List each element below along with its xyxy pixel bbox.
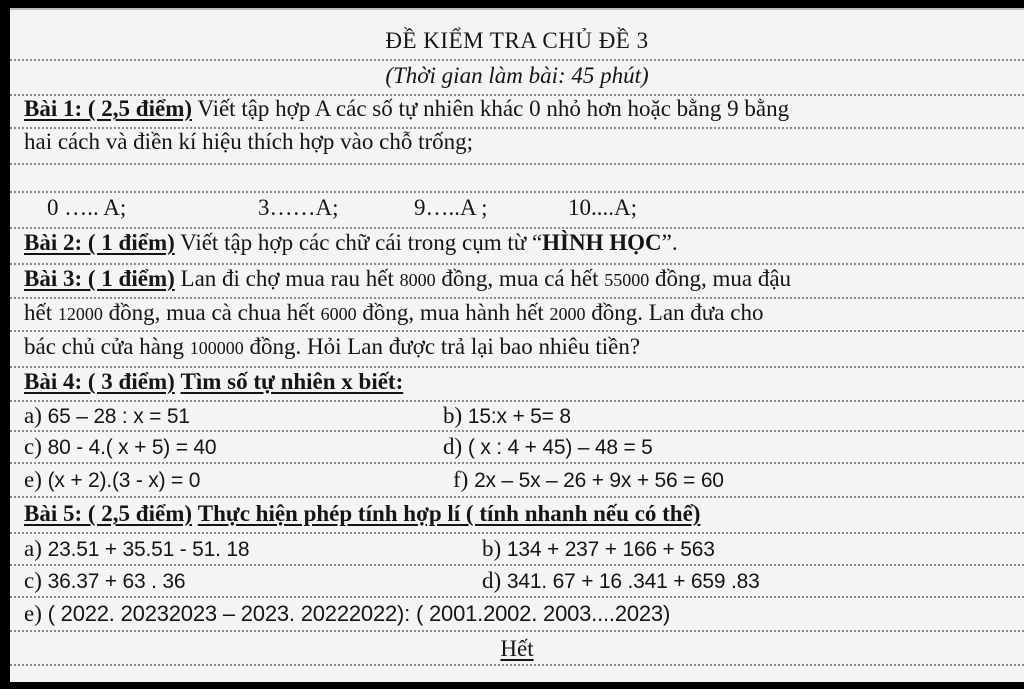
bai3-n2: 55000: [604, 270, 650, 290]
exam-time: (Thời gian làm bài: 45 phút): [385, 63, 649, 88]
bai2-word: HÌNH HỌC: [542, 230, 662, 255]
bai1-text2: hai cách và điền kí hiệu thích hợp vào chỗ trống;: [24, 129, 474, 154]
bai3-l1b: đồng, mua cá hết: [435, 266, 605, 291]
blank-line: [10, 165, 1024, 193]
bai1-label: Bài 1: ( 2,5 điểm): [24, 96, 193, 121]
blank-3: 3……A;: [258, 195, 339, 220]
bai2-end: ”.: [661, 230, 678, 255]
bai3-l3b: đồng. Hỏi Lan được trả lại bao nhiêu tiền?: [243, 334, 641, 359]
bai4-e-prefix: e): [24, 467, 48, 492]
bai4-row3: [10, 464, 1024, 498]
end-mark: Hết: [500, 636, 534, 661]
bai4-a-prefix: a): [24, 403, 48, 428]
blank-9: 9…..A ;: [414, 195, 488, 220]
bai5-c-expr: 36.37 + 63 . 36: [47, 570, 186, 593]
bai3-line2: [10, 299, 1024, 332]
bai2-line: [10, 229, 1024, 265]
bai3-line1: [10, 265, 1024, 299]
top-border: [10, 8, 1024, 10]
bai5-e-prefix: e): [24, 601, 48, 626]
bai4-label: Bài 4: ( 3 điểm): [24, 369, 175, 394]
bai4-a-expr: 65 – 28 : x = 51: [47, 405, 190, 428]
bai5-heading: [10, 498, 1024, 534]
bai4-row1: [10, 402, 1024, 432]
bai4-b-expr: 15:x + 5= 8: [467, 405, 571, 428]
bai3-l2b: đồng, mua cà chua hết: [102, 300, 321, 325]
bai3-line3: [10, 332, 1024, 368]
bai3-n6: 100000: [189, 338, 244, 358]
title-line: [10, 28, 1024, 61]
bai4-b-prefix: b): [443, 403, 468, 428]
bai3-n1: 8000: [399, 270, 436, 290]
bai3-label: Bài 3: ( 1 điểm): [24, 266, 175, 291]
bai5-row3: [10, 598, 1024, 632]
bai2-text: Viết tập hợp các chữ cái trong cụm từ “: [174, 230, 543, 255]
bai4-f-expr: 2x – 5x – 26 + 9x + 56 = 60: [474, 469, 724, 492]
bai3-l1a: Lan đi chợ mua rau hết: [174, 266, 400, 291]
bai1-line2: [10, 129, 1024, 165]
bai1-line1: [10, 96, 1024, 129]
bai1-text1: Viết tập hợp A các số tự nhiên khác 0 nhỏ hơn hoặc bằng 9 bằng: [192, 96, 790, 121]
bai5-b-expr: 134 + 237 + 166 + 563: [506, 538, 715, 561]
exam-title: ĐỀ KIỂM TRA CHỦ ĐỀ 3: [385, 28, 649, 53]
bai3-n3: 12000: [57, 304, 103, 324]
bai4-heading: [10, 368, 1024, 402]
bai5-b-prefix: b): [482, 536, 507, 561]
bai5-c-prefix: c): [24, 568, 48, 593]
bai4-f-prefix: f): [453, 467, 475, 492]
bai4-e-expr: (x + 2).(3 - x) = 0: [47, 469, 201, 492]
exam-page: [10, 8, 1024, 682]
bai4-d-expr: ( x : 4 + 45) – 48 = 5: [467, 436, 653, 459]
bai3-l1c: đồng, mua đậu: [649, 266, 792, 291]
bai1-blanks-line: [10, 193, 1024, 229]
bai5-a-prefix: a): [24, 536, 48, 561]
bai4-c-prefix: c): [24, 434, 48, 459]
bai2-label: Bài 2: ( 1 điểm): [24, 230, 175, 255]
bai5-row1: [10, 534, 1024, 566]
bai5-title: Thực hiện phép tính hợp lí ( tính nhanh nếu có thể): [197, 501, 701, 526]
bai5-row2: [10, 566, 1024, 598]
blank-10: 10....A;: [568, 195, 637, 220]
bai4-d-prefix: d): [443, 434, 468, 459]
time-line: [10, 63, 1024, 96]
bai4-row2: [10, 432, 1024, 464]
bai4-title: Tìm số tự nhiên x biết:: [180, 369, 404, 394]
bai3-l3a: bác chủ cửa hàng: [24, 334, 190, 359]
end-line: [10, 632, 1024, 666]
bai4-c-expr: 80 - 4.( x + 5) = 40: [47, 436, 217, 459]
bai3-l2d: đồng. Lan đưa cho: [585, 300, 764, 325]
bai5-d-expr: 341. 67 + 16 .341 + 659 .83: [506, 570, 760, 593]
bai5-e-expr: ( 2022. 20232023 – 2023. 20222022): ( 2001.2002. 2003....2023): [47, 601, 671, 626]
bai3-l2a: hết: [24, 300, 58, 325]
bai5-d-prefix: d): [482, 568, 507, 593]
bai3-l2c: đồng, mua hành hết: [356, 300, 550, 325]
bai5-label: Bài 5: ( 2,5 điểm): [24, 501, 193, 526]
bai5-a-expr: 23.51 + 35.51 - 51. 18: [47, 538, 250, 561]
blank-0: 0 ….. A;: [47, 195, 127, 220]
bai3-n4: 6000: [320, 304, 357, 324]
bai3-n5: 2000: [549, 304, 586, 324]
